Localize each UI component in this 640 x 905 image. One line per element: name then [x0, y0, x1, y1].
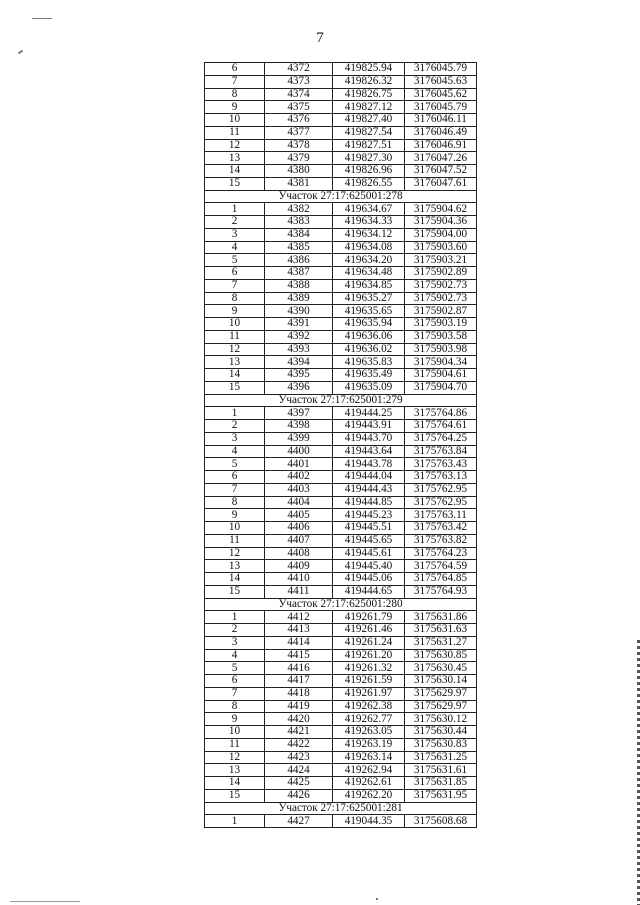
table-row	[205, 624, 477, 637]
y-coordinate-cell: 3175764.23	[405, 547, 477, 560]
scan-mark	[10, 901, 80, 902]
table-row	[205, 471, 477, 484]
y-coordinate-cell: 3175608.68	[405, 815, 477, 828]
y-coordinate-cell: 3175764.86	[405, 407, 477, 420]
table-row	[205, 751, 477, 764]
x-coordinate-cell: 419827.12	[333, 101, 405, 114]
y-coordinate-cell: 3175629.97	[405, 700, 477, 713]
x-coordinate-cell: 419634.08	[333, 241, 405, 254]
x-coordinate-cell: 419827.40	[333, 114, 405, 127]
table-row	[205, 687, 477, 700]
point-number-cell: 4390	[265, 305, 333, 318]
point-number-cell: 4372	[265, 63, 333, 76]
y-coordinate-cell: 3175764.93	[405, 585, 477, 598]
point-number-cell: 4407	[265, 534, 333, 547]
table-row	[205, 343, 477, 356]
point-number-cell: 4424	[265, 764, 333, 777]
point-index-cell: 1	[205, 611, 265, 624]
point-number-cell: 4403	[265, 483, 333, 496]
point-number-cell: 4401	[265, 458, 333, 471]
x-coordinate-cell: 419635.27	[333, 292, 405, 305]
x-coordinate-cell: 419262.61	[333, 777, 405, 790]
table-row	[205, 777, 477, 790]
point-number-cell: 4378	[265, 139, 333, 152]
y-coordinate-cell: 3175631.95	[405, 789, 477, 802]
point-number-cell: 4386	[265, 254, 333, 267]
point-number-cell: 4417	[265, 675, 333, 688]
x-coordinate-cell: 419443.91	[333, 420, 405, 433]
x-coordinate-cell: 419827.54	[333, 126, 405, 139]
point-index-cell: 2	[205, 624, 265, 637]
table-row	[205, 216, 477, 229]
table-row	[205, 789, 477, 802]
point-index-cell: 6	[205, 675, 265, 688]
x-coordinate-cell: 419444.04	[333, 471, 405, 484]
point-index-cell: 4	[205, 649, 265, 662]
table-row	[205, 675, 477, 688]
y-coordinate-cell: 3175903.60	[405, 241, 477, 254]
table-row	[205, 458, 477, 471]
x-coordinate-cell: 419826.75	[333, 88, 405, 101]
x-coordinate-cell: 419044.35	[333, 815, 405, 828]
y-coordinate-cell: 3175903.21	[405, 254, 477, 267]
point-number-cell: 4425	[265, 777, 333, 790]
point-number-cell: 4379	[265, 152, 333, 165]
x-coordinate-cell: 419444.85	[333, 496, 405, 509]
y-coordinate-cell: 3175763.43	[405, 458, 477, 471]
point-index-cell: 13	[205, 152, 265, 165]
x-coordinate-cell: 419261.24	[333, 636, 405, 649]
parcel-heading-row	[205, 190, 477, 203]
page-number: 7	[316, 30, 324, 46]
x-coordinate-cell: 419826.96	[333, 165, 405, 178]
table-row	[205, 534, 477, 547]
table-row	[205, 139, 477, 152]
y-coordinate-cell: 3176045.79	[405, 101, 477, 114]
y-coordinate-cell: 3175762.95	[405, 483, 477, 496]
y-coordinate-cell: 3175903.98	[405, 343, 477, 356]
point-number-cell: 4376	[265, 114, 333, 127]
table-row	[205, 407, 477, 420]
table-row	[205, 114, 477, 127]
point-index-cell: 10	[205, 522, 265, 535]
x-coordinate-cell: 419263.14	[333, 751, 405, 764]
x-coordinate-cell: 419826.55	[333, 177, 405, 190]
y-coordinate-cell: 3176045.62	[405, 88, 477, 101]
point-index-cell: 12	[205, 751, 265, 764]
table-row	[205, 267, 477, 280]
point-number-cell: 4399	[265, 432, 333, 445]
parcel-heading: Участок 27:17:625001:281	[205, 802, 477, 815]
point-number-cell: 4383	[265, 216, 333, 229]
y-coordinate-cell: 3175631.27	[405, 636, 477, 649]
y-coordinate-cell: 3176045.63	[405, 75, 477, 88]
x-coordinate-cell: 419635.09	[333, 381, 405, 394]
point-index-cell: 12	[205, 547, 265, 560]
y-coordinate-cell: 3175630.85	[405, 649, 477, 662]
x-coordinate-cell: 419444.65	[333, 585, 405, 598]
point-index-cell: 7	[205, 279, 265, 292]
y-coordinate-cell: 3175763.82	[405, 534, 477, 547]
table-row	[205, 356, 477, 369]
x-coordinate-cell: 419635.65	[333, 305, 405, 318]
table-row	[205, 738, 477, 751]
point-number-cell: 4382	[265, 203, 333, 216]
y-coordinate-cell: 3176046.11	[405, 114, 477, 127]
point-number-cell: 4388	[265, 279, 333, 292]
y-coordinate-cell: 3176047.52	[405, 165, 477, 178]
x-coordinate-cell: 419263.05	[333, 726, 405, 739]
x-coordinate-cell: 419261.79	[333, 611, 405, 624]
x-coordinate-cell: 419445.61	[333, 547, 405, 560]
point-index-cell: 5	[205, 254, 265, 267]
point-index-cell: 14	[205, 777, 265, 790]
y-coordinate-cell: 3176045.79	[405, 63, 477, 76]
table-row	[205, 381, 477, 394]
point-number-cell: 4421	[265, 726, 333, 739]
point-index-cell: 8	[205, 496, 265, 509]
table-row	[205, 662, 477, 675]
y-coordinate-cell: 3175904.70	[405, 381, 477, 394]
point-number-cell: 4405	[265, 509, 333, 522]
point-number-cell: 4404	[265, 496, 333, 509]
point-index-cell: 11	[205, 738, 265, 751]
table-row	[205, 241, 477, 254]
y-coordinate-cell: 3176047.61	[405, 177, 477, 190]
y-coordinate-cell: 3175764.59	[405, 560, 477, 573]
x-coordinate-cell: 419262.38	[333, 700, 405, 713]
point-index-cell: 15	[205, 381, 265, 394]
point-index-cell: 15	[205, 177, 265, 190]
point-index-cell: 7	[205, 687, 265, 700]
y-coordinate-cell: 3176046.49	[405, 126, 477, 139]
point-number-cell: 4389	[265, 292, 333, 305]
point-index-cell: 8	[205, 292, 265, 305]
point-index-cell: 7	[205, 483, 265, 496]
point-number-cell: 4415	[265, 649, 333, 662]
x-coordinate-cell: 419634.20	[333, 254, 405, 267]
point-index-cell: 13	[205, 356, 265, 369]
point-number-cell: 4373	[265, 75, 333, 88]
y-coordinate-cell: 3175763.42	[405, 522, 477, 535]
point-index-cell: 9	[205, 713, 265, 726]
point-number-cell: 4397	[265, 407, 333, 420]
table-row	[205, 330, 477, 343]
y-coordinate-cell: 3175902.87	[405, 305, 477, 318]
y-coordinate-cell: 3175630.12	[405, 713, 477, 726]
x-coordinate-cell: 419261.32	[333, 662, 405, 675]
x-coordinate-cell: 419445.06	[333, 573, 405, 586]
x-coordinate-cell: 419634.12	[333, 228, 405, 241]
x-coordinate-cell: 419445.23	[333, 509, 405, 522]
y-coordinate-cell: 3175903.58	[405, 330, 477, 343]
table-row	[205, 126, 477, 139]
table-row	[205, 254, 477, 267]
scan-mark	[32, 18, 52, 19]
table-row	[205, 815, 477, 828]
y-coordinate-cell: 3175904.00	[405, 228, 477, 241]
point-number-cell: 4384	[265, 228, 333, 241]
table-row	[205, 764, 477, 777]
y-coordinate-cell: 3176047.26	[405, 152, 477, 165]
y-coordinate-cell: 3176046.91	[405, 139, 477, 152]
point-number-cell: 4420	[265, 713, 333, 726]
y-coordinate-cell: 3175764.61	[405, 420, 477, 433]
point-index-cell: 3	[205, 636, 265, 649]
point-index-cell: 12	[205, 343, 265, 356]
y-coordinate-cell: 3175763.11	[405, 509, 477, 522]
y-coordinate-cell: 3175764.25	[405, 432, 477, 445]
point-number-cell: 4408	[265, 547, 333, 560]
table-row	[205, 432, 477, 445]
point-number-cell: 4394	[265, 356, 333, 369]
point-number-cell: 4380	[265, 165, 333, 178]
point-index-cell: 7	[205, 75, 265, 88]
point-number-cell: 4426	[265, 789, 333, 802]
y-coordinate-cell: 3175762.95	[405, 496, 477, 509]
table-row	[205, 726, 477, 739]
point-number-cell: 4400	[265, 445, 333, 458]
y-coordinate-cell: 3175904.36	[405, 216, 477, 229]
table-row	[205, 585, 477, 598]
x-coordinate-cell: 419635.94	[333, 318, 405, 331]
point-number-cell: 4398	[265, 420, 333, 433]
point-index-cell: 15	[205, 585, 265, 598]
table-row	[205, 445, 477, 458]
parcel-heading: Участок 27:17:625001:279	[205, 394, 477, 407]
x-coordinate-cell: 419636.06	[333, 330, 405, 343]
x-coordinate-cell: 419261.97	[333, 687, 405, 700]
x-coordinate-cell: 419262.94	[333, 764, 405, 777]
point-number-cell: 4413	[265, 624, 333, 637]
x-coordinate-cell: 419634.33	[333, 216, 405, 229]
point-index-cell: 1	[205, 407, 265, 420]
x-coordinate-cell: 419262.20	[333, 789, 405, 802]
y-coordinate-cell: 3175902.73	[405, 279, 477, 292]
table-row	[205, 483, 477, 496]
table-row	[205, 292, 477, 305]
table-row	[205, 152, 477, 165]
x-coordinate-cell: 419827.51	[333, 139, 405, 152]
x-coordinate-cell: 419261.20	[333, 649, 405, 662]
point-number-cell: 4418	[265, 687, 333, 700]
point-index-cell: 14	[205, 369, 265, 382]
x-coordinate-cell: 419261.46	[333, 624, 405, 637]
table-row	[205, 560, 477, 573]
y-coordinate-cell: 3175631.85	[405, 777, 477, 790]
point-index-cell: 8	[205, 700, 265, 713]
parcel-heading: Участок 27:17:625001:280	[205, 598, 477, 611]
table-row	[205, 63, 477, 76]
point-number-cell: 4375	[265, 101, 333, 114]
parcel-heading-row	[205, 394, 477, 407]
point-index-cell: 12	[205, 139, 265, 152]
table-row	[205, 700, 477, 713]
y-coordinate-cell: 3175631.86	[405, 611, 477, 624]
point-index-cell: 5	[205, 458, 265, 471]
point-index-cell: 4	[205, 445, 265, 458]
point-number-cell: 4395	[265, 369, 333, 382]
table-row	[205, 88, 477, 101]
x-coordinate-cell: 419634.48	[333, 267, 405, 280]
table-row	[205, 611, 477, 624]
point-index-cell: 14	[205, 573, 265, 586]
point-number-cell: 4385	[265, 241, 333, 254]
point-number-cell: 4387	[265, 267, 333, 280]
table-row	[205, 547, 477, 560]
point-index-cell: 14	[205, 165, 265, 178]
x-coordinate-cell: 419825.94	[333, 63, 405, 76]
point-number-cell: 4393	[265, 343, 333, 356]
table-row	[205, 279, 477, 292]
point-number-cell: 4410	[265, 573, 333, 586]
x-coordinate-cell: 419634.67	[333, 203, 405, 216]
point-number-cell: 4423	[265, 751, 333, 764]
x-coordinate-cell: 419443.64	[333, 445, 405, 458]
x-coordinate-cell: 419263.19	[333, 738, 405, 751]
point-number-cell: 4419	[265, 700, 333, 713]
y-coordinate-cell: 3175630.44	[405, 726, 477, 739]
x-coordinate-cell: 419444.25	[333, 407, 405, 420]
point-number-cell: 4377	[265, 126, 333, 139]
x-coordinate-cell: 419826.32	[333, 75, 405, 88]
table-row	[205, 509, 477, 522]
point-index-cell: 2	[205, 420, 265, 433]
point-index-cell: 15	[205, 789, 265, 802]
point-index-cell: 6	[205, 267, 265, 280]
point-number-cell: 4412	[265, 611, 333, 624]
table-row	[205, 369, 477, 382]
x-coordinate-cell: 419445.65	[333, 534, 405, 547]
y-coordinate-cell: 3175904.34	[405, 356, 477, 369]
x-coordinate-cell: 419445.40	[333, 560, 405, 573]
point-index-cell: 1	[205, 815, 265, 828]
point-index-cell: 1	[205, 203, 265, 216]
parcel-heading-row	[205, 802, 477, 815]
table-row	[205, 318, 477, 331]
x-coordinate-cell: 419634.85	[333, 279, 405, 292]
y-coordinate-cell: 3175904.62	[405, 203, 477, 216]
table-row	[205, 420, 477, 433]
point-index-cell: 11	[205, 126, 265, 139]
point-number-cell: 4374	[265, 88, 333, 101]
table-row	[205, 203, 477, 216]
point-number-cell: 4414	[265, 636, 333, 649]
point-index-cell: 13	[205, 560, 265, 573]
point-number-cell: 4396	[265, 381, 333, 394]
table-row	[205, 522, 477, 535]
x-coordinate-cell: 419635.83	[333, 356, 405, 369]
point-number-cell: 4427	[265, 815, 333, 828]
point-index-cell: 10	[205, 114, 265, 127]
point-index-cell: 6	[205, 63, 265, 76]
y-coordinate-cell: 3175631.61	[405, 764, 477, 777]
scan-mark	[376, 898, 378, 900]
point-index-cell: 11	[205, 534, 265, 547]
x-coordinate-cell: 419443.78	[333, 458, 405, 471]
table-row	[205, 496, 477, 509]
x-coordinate-cell: 419827.30	[333, 152, 405, 165]
table-row	[205, 101, 477, 114]
table-row	[205, 228, 477, 241]
table-row	[205, 75, 477, 88]
point-index-cell: 4	[205, 241, 265, 254]
point-number-cell: 4409	[265, 560, 333, 573]
y-coordinate-cell: 3175902.73	[405, 292, 477, 305]
y-coordinate-cell: 3175631.25	[405, 751, 477, 764]
x-coordinate-cell: 419635.49	[333, 369, 405, 382]
parcel-heading-row	[205, 598, 477, 611]
y-coordinate-cell: 3175903.19	[405, 318, 477, 331]
point-index-cell: 8	[205, 88, 265, 101]
y-coordinate-cell: 3175630.83	[405, 738, 477, 751]
point-number-cell: 4392	[265, 330, 333, 343]
y-coordinate-cell: 3175763.84	[405, 445, 477, 458]
y-coordinate-cell: 3175764.85	[405, 573, 477, 586]
x-coordinate-cell: 419261.59	[333, 675, 405, 688]
point-number-cell: 4406	[265, 522, 333, 535]
table-row	[205, 165, 477, 178]
parcel-heading: Участок 27:17:625001:278	[205, 190, 477, 203]
point-index-cell: 11	[205, 330, 265, 343]
y-coordinate-cell: 3175630.14	[405, 675, 477, 688]
point-index-cell: 9	[205, 509, 265, 522]
y-coordinate-cell: 3175630.45	[405, 662, 477, 675]
table-row	[205, 713, 477, 726]
point-number-cell: 4381	[265, 177, 333, 190]
y-coordinate-cell: 3175904.61	[405, 369, 477, 382]
point-index-cell: 10	[205, 318, 265, 331]
x-coordinate-cell: 419636.02	[333, 343, 405, 356]
point-index-cell: 5	[205, 662, 265, 675]
point-number-cell: 4391	[265, 318, 333, 331]
table-row	[205, 305, 477, 318]
point-index-cell: 3	[205, 228, 265, 241]
table-row	[205, 649, 477, 662]
point-index-cell: 10	[205, 726, 265, 739]
x-coordinate-cell: 419444.43	[333, 483, 405, 496]
y-coordinate-cell: 3175763.13	[405, 471, 477, 484]
point-number-cell: 4402	[265, 471, 333, 484]
y-coordinate-cell: 3175629.97	[405, 687, 477, 700]
table-row	[205, 636, 477, 649]
point-index-cell: 13	[205, 764, 265, 777]
x-coordinate-cell: 419262.77	[333, 713, 405, 726]
point-index-cell: 9	[205, 101, 265, 114]
point-index-cell: 3	[205, 432, 265, 445]
point-index-cell: 2	[205, 216, 265, 229]
x-coordinate-cell: 419445.51	[333, 522, 405, 535]
y-coordinate-cell: 3175631.63	[405, 624, 477, 637]
y-coordinate-cell: 3175902.89	[405, 267, 477, 280]
point-number-cell: 4422	[265, 738, 333, 751]
table-row	[205, 573, 477, 586]
point-number-cell: 4416	[265, 662, 333, 675]
coordinates-table-body	[205, 63, 477, 828]
point-index-cell: 9	[205, 305, 265, 318]
table-row	[205, 177, 477, 190]
x-coordinate-cell: 419443.70	[333, 432, 405, 445]
point-number-cell: 4411	[265, 585, 333, 598]
coordinates-table	[204, 62, 477, 828]
point-index-cell: 6	[205, 471, 265, 484]
scan-mark	[18, 50, 23, 55]
